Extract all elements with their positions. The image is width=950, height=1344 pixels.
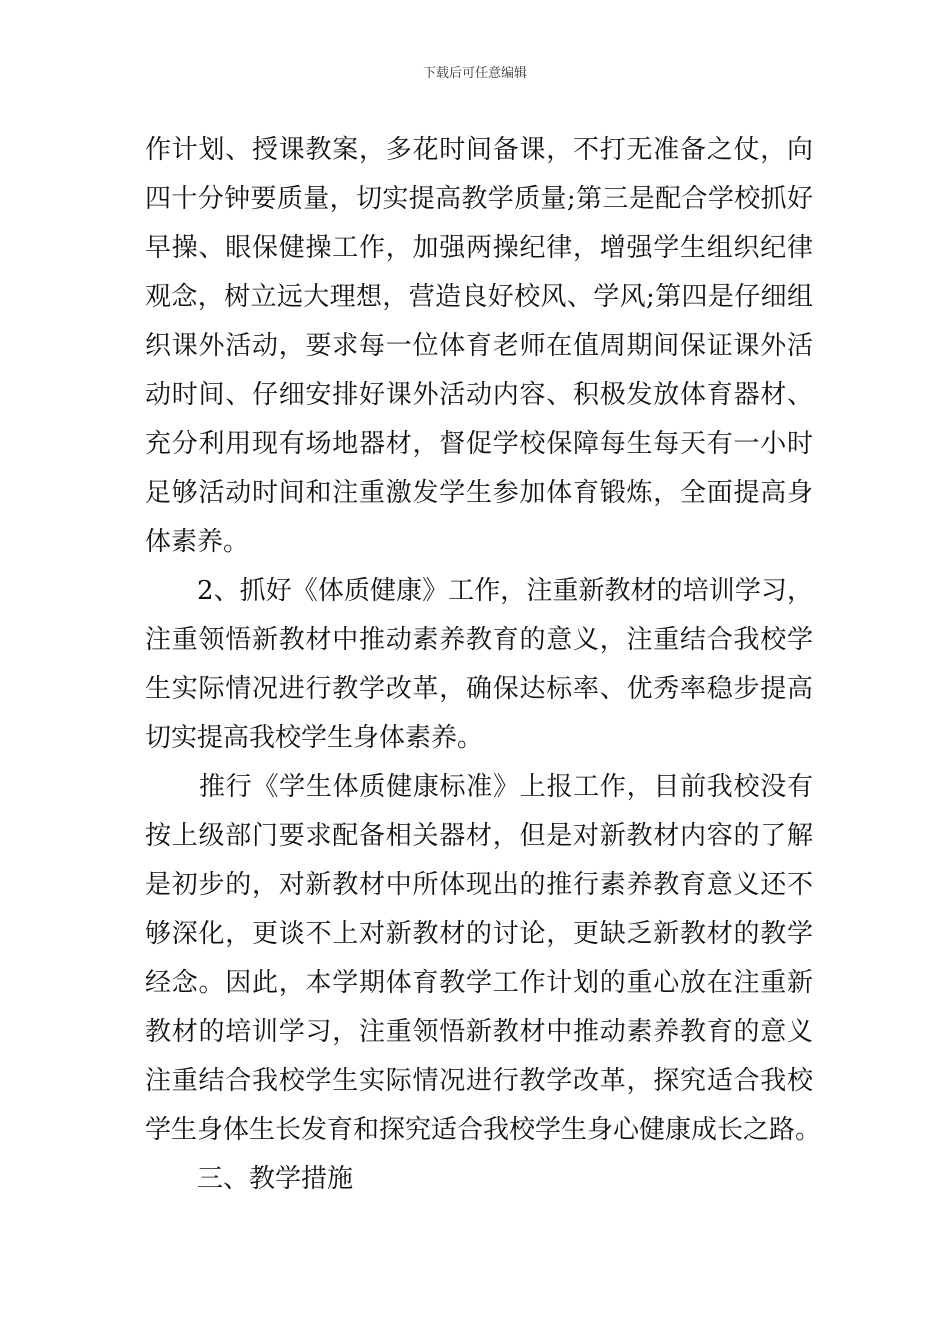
text-line: 体素养。	[145, 527, 250, 557]
text-line: 充分利用现有场地器材，督促学校保障每生每天有一小时	[145, 429, 813, 459]
text-line: 织课外活动，要求每一位体育老师在值周期间保证课外活	[145, 331, 813, 361]
text-line: 早操、眼保健操工作，加强两操纪律，增强学生组织纪律	[145, 233, 813, 263]
document-body	[145, 126, 822, 1204]
paragraph-physical-health	[145, 567, 813, 763]
text-line: 经念。因此，本学期体育教学工作计划的重心放在注重新	[145, 968, 813, 998]
section-heading-teaching-measures	[145, 1155, 813, 1204]
text-line: 生实际情况进行教学改革，确保达标率、优秀率稳步提高	[145, 674, 813, 704]
text-line: 四十分钟要质量，切实提高教学质量;第三是配合学校抓好	[145, 184, 813, 214]
text-line: 作计划、授课教案，多花时间备课，不打无准备之仗，向	[145, 135, 813, 165]
text-line: 注重结合我校学生实际情况进行教学改革，探究适合我校	[145, 1066, 813, 1096]
text-line: 够深化，更谈不上对新教材的讨论，更缺乏新教材的教学	[145, 919, 813, 949]
text-line: 学生身体生长发育和探究适合我校学生身心健康成长之路。	[145, 1115, 822, 1145]
text-line: 按上级部门要求配备相关器材，但是对新教材内容的了解	[145, 821, 813, 851]
paragraph-teaching-plan	[145, 126, 813, 567]
text-line: 动时间、仔细安排好课外活动内容、积极发放体育器材、	[145, 380, 813, 410]
text-line: 足够活动时间和注重激发学生参加体育锻炼，全面提高身	[145, 478, 813, 508]
paragraph-health-standard	[145, 763, 822, 1155]
section-heading: 三、教学措施	[197, 1164, 354, 1194]
text-line: 切实提高我校学生身体素养。	[145, 723, 484, 753]
text-line: 推行《学生体质健康标准》上报工作，目前我校没有	[199, 772, 813, 802]
text-line: 2、抓好《体质健康》工作，注重新教材的培训学习，	[197, 576, 813, 606]
text-line: 教材的培训学习，注重领悟新教材中推动素养教育的意义	[145, 1017, 813, 1047]
text-line: 是初步的，对新教材中所体现出的推行素养教育意义还不	[145, 870, 813, 900]
text-line: 注重领悟新教材中推动素养教育的意义，注重结合我校学	[145, 625, 813, 655]
page-header: 下载后可任意编辑	[422, 66, 527, 81]
text-line: 观念，树立远大理想，营造良好校风、学风;第四是仔细组	[145, 282, 813, 312]
